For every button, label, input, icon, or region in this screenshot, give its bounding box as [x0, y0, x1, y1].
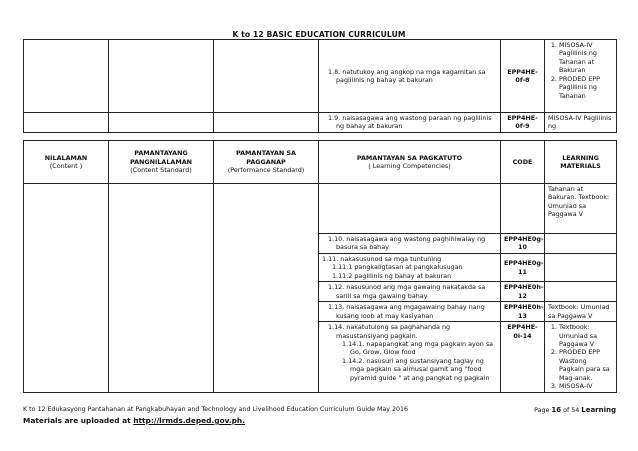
- page-header: K to 12 BASIC EDUCATION CURRICULUM: [232, 30, 406, 39]
- competency-text: 1.14. nakatutulong sa paghahanda ng masustansiyang pagkain.: [328, 323, 451, 340]
- materials-text: Tahanan at Bakuran. Textbook: Umunlad sa Paggawa V: [545, 184, 617, 234]
- header-performance-standard: PAMANTAYAN SA PAGGANAP (Performance Standard): [214, 141, 319, 184]
- list-item: 1. MISOSA-IV Paglilinis ng Tahanan at Bakuran: [559, 41, 613, 75]
- curriculum-table: [23, 140, 617, 393]
- materials-text: [545, 282, 617, 302]
- page-indicator: Page 16 of 54 Learning: [534, 406, 616, 414]
- competency-code: EPP4HE0g-11: [501, 253, 545, 281]
- competency-code: EPP4HE-0i-14: [501, 322, 545, 393]
- list-item: 2. PRODED EPP Paglilinis ng Tahanan: [559, 75, 613, 100]
- header-nilalaman: NILALAMAN (Content ): [24, 141, 109, 184]
- competency-code: EPP4HE0h-12: [501, 282, 545, 302]
- table-row: [24, 40, 617, 113]
- table-row: [24, 184, 617, 234]
- sub-competency: 1.14.1. napapangkat ang mga pagkain ayon sa Go, Grow, Glow food: [342, 339, 494, 357]
- competency-code: EPP4HE0h-13: [501, 302, 545, 322]
- competency-text: 1.8. natutukoy ang angkop na mga kagamitan sa paglilinis ng bahay at bakuran: [328, 67, 486, 84]
- header-code: CODE: [501, 141, 545, 184]
- page-number: 16: [551, 406, 562, 414]
- competency-text: 1.13. naisasagawa ang mgagawaing bahay nang kusang loob at may kasiyahan: [328, 303, 485, 320]
- header-content-standard: PAMANTAYANG PANGNILALAMAN (Content Standard): [109, 141, 214, 184]
- materials-text: Textbook: Umunlad sa Paggawa V: [545, 302, 617, 322]
- materials-text: [545, 234, 617, 254]
- header-learning-competencies: PAMANTAYAN SA PAGKATUTO ( Learning Competencies): [319, 141, 501, 184]
- table-header-row: [24, 141, 617, 184]
- competency-text: 1.10. naisasagawa ang wastong paghihiwalay ng basura sa bahay: [328, 235, 486, 252]
- materials-note: Materials are uploaded at http://lrmds.deped.gov.ph.: [23, 416, 246, 425]
- sub-competency: 1.14.2. nasusuri ang sustansiyang taglay ng mga pagkain sa almusal gamit ang "food pyramid guide " at ang pangkat ng pagkain: [342, 356, 490, 382]
- materials-list: [548, 41, 613, 100]
- guide-title: K to 12 Edukasyong Pantahanan at Pangkabuhayan and Technology and Livelihood Education Curriculum Guide May 2016: [23, 406, 409, 413]
- lrmds-link[interactable]: http://lrmds.deped.gov.ph.: [133, 416, 246, 425]
- list-item: 1. Textbook: Umunlad sa Paggawa V: [559, 323, 613, 348]
- materials-list: [548, 323, 613, 391]
- competency-code: EPP4HE-0f-9: [501, 113, 545, 133]
- materials-text: [545, 253, 617, 281]
- competency-text: 1.9. naisasagawa ang wastong paraan ng paglilinis ng bahay at bakuran: [328, 114, 492, 131]
- header-learning-materials: LEARNING MATERIALS: [545, 141, 617, 184]
- competency-code: EPP4HE0g-10: [501, 234, 545, 254]
- materials-text: MISOSA-IV Paglilinis ng: [545, 113, 617, 133]
- competency-text: 1.11. nakasusunod sa mga tuntuning: [322, 254, 442, 263]
- table-row: [24, 113, 617, 133]
- competency-text: 1.12. nasusunod ang mga gawaing nakatakda sa sarili sa mga gawaing bahay: [328, 283, 486, 300]
- page-footer: [23, 406, 616, 413]
- top-table: [23, 39, 617, 133]
- list-item: 2. PRODED EPP Wastong Pagkain para sa Mag-anak.: [559, 348, 613, 382]
- sub-competency: 1.11.2 paglilinis ng bahay at bakuran: [332, 271, 452, 280]
- competency-code: EPP4HE-0f-8: [501, 40, 545, 113]
- list-item: 3. MISOSA-IV: [559, 382, 613, 390]
- sub-competency: 1.11.1 pangkaligtasan at pangkalusugan: [332, 263, 463, 272]
